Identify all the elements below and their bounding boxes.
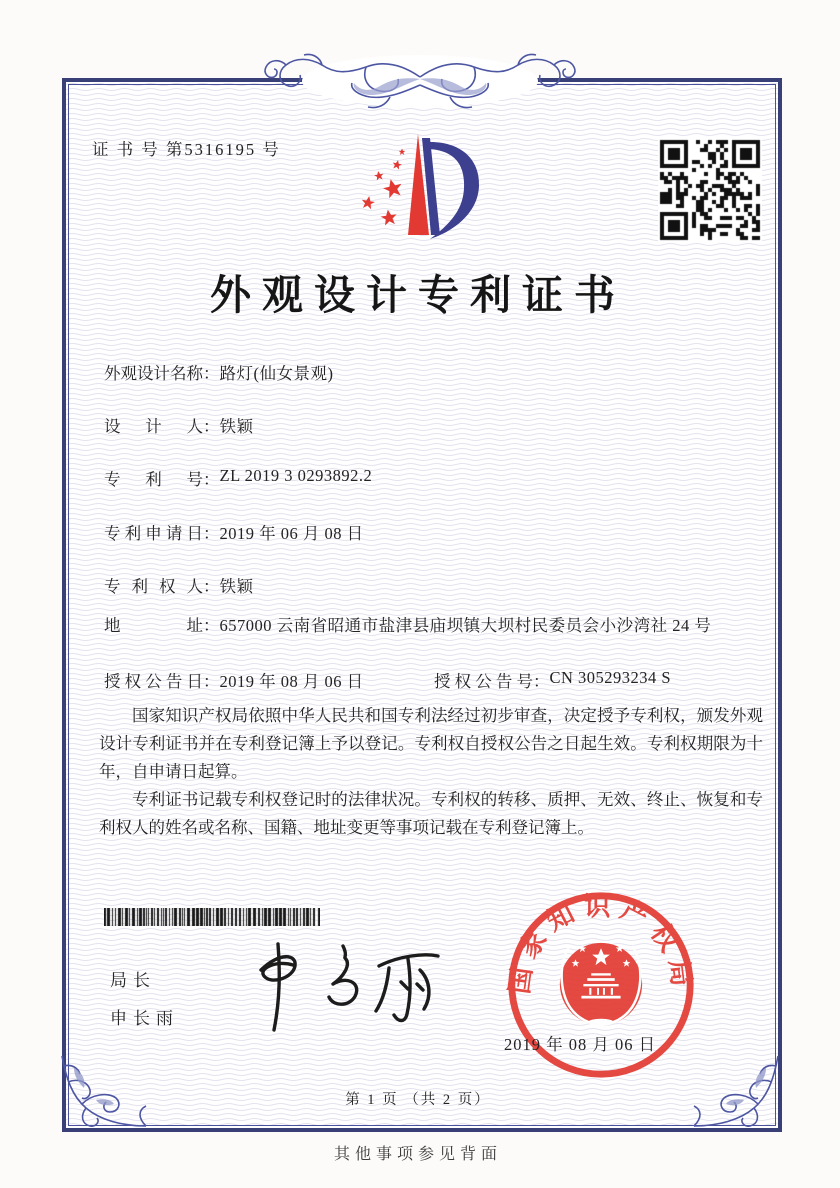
field-label: 专利申请日: [104, 524, 203, 543]
field-colon: ：: [203, 417, 220, 436]
barcode: [104, 908, 320, 926]
legal-paragraph-2: 专利证书记载专利权登记时的法律状况。专利权的转移、质押、无效、终止、恢复和专利权人的姓名或名称、国籍、地址变更等事项记载在专利登记簿上。: [99, 790, 763, 837]
field-label: 设计人: [104, 417, 203, 436]
page-number-info: 第 1 页 （共 2 页）: [345, 1092, 491, 1108]
field-row-address: [104, 612, 712, 639]
field-row-designer: [104, 413, 254, 437]
field-value: 2019 年 06 月 08 日: [219, 524, 364, 543]
field-value: 铁颖: [219, 577, 254, 596]
field-label: 授权公告号: [434, 672, 533, 691]
certificate-title: 外观设计专利证书: [210, 272, 626, 318]
legal-paragraph-1: 国家知识产权局依照中华人民共和国专利法经过初步审查，决定授予专利权，颁发外观设计专利证书并在专利登记簿上予以登记。专利权自授权公告之日起生效。专利权期限为十年，自申请日起算。: [99, 706, 763, 781]
field-group-grant-number: [434, 668, 671, 692]
cnipa-logo-icon: [338, 122, 488, 247]
field-label: 授权公告日: [104, 672, 203, 691]
field-row-grant: [104, 668, 672, 692]
certificate-number: 证 书 号 第5316195 号: [92, 140, 281, 159]
field-row-patentee: [104, 573, 254, 597]
field-colon: ：: [203, 470, 220, 489]
field-value: CN 305293234 S: [549, 668, 672, 687]
director-name: 申长雨: [110, 1009, 179, 1028]
director-title: 局长: [110, 971, 156, 990]
field-label: 地址: [104, 616, 203, 635]
field-colon: ：: [203, 616, 220, 635]
field-label: 外观设计名称: [104, 364, 203, 383]
qr-code: [658, 138, 762, 242]
field-row-filing-date: [104, 520, 364, 544]
handwritten-signature: [233, 936, 448, 1048]
field-colon: ：: [203, 672, 220, 691]
field-label: 专利号: [104, 470, 203, 489]
field-value: ZL 2019 3 0293892.2: [219, 466, 373, 485]
field-colon: ：: [203, 524, 220, 543]
field-row-patent-number: [104, 466, 372, 490]
field-value: 路灯(仙女景观): [219, 364, 334, 383]
national-emblem: [560, 943, 642, 1026]
back-side-note: 其他事项参见背面: [333, 1146, 502, 1163]
field-value: 铁颖: [219, 417, 254, 436]
seal-date: 2019 年 08 月 06 日: [504, 1035, 657, 1054]
field-value: 657000 云南省昭通市盐津县庙坝镇大坝村民委员会小沙湾社 24 号: [219, 616, 712, 635]
field-colon: ：: [203, 577, 220, 596]
field-colon: ：: [533, 672, 550, 691]
seal-ring-text: 国家知识产权局: [503, 891, 698, 997]
top-flourish-ornament: [250, 45, 590, 117]
legal-text: [99, 702, 763, 842]
field-colon: ：: [203, 364, 220, 383]
field-label: 专利权人: [104, 577, 203, 596]
field-value: 2019 年 08 月 06 日: [219, 672, 364, 691]
field-row-design-name: [104, 360, 334, 384]
